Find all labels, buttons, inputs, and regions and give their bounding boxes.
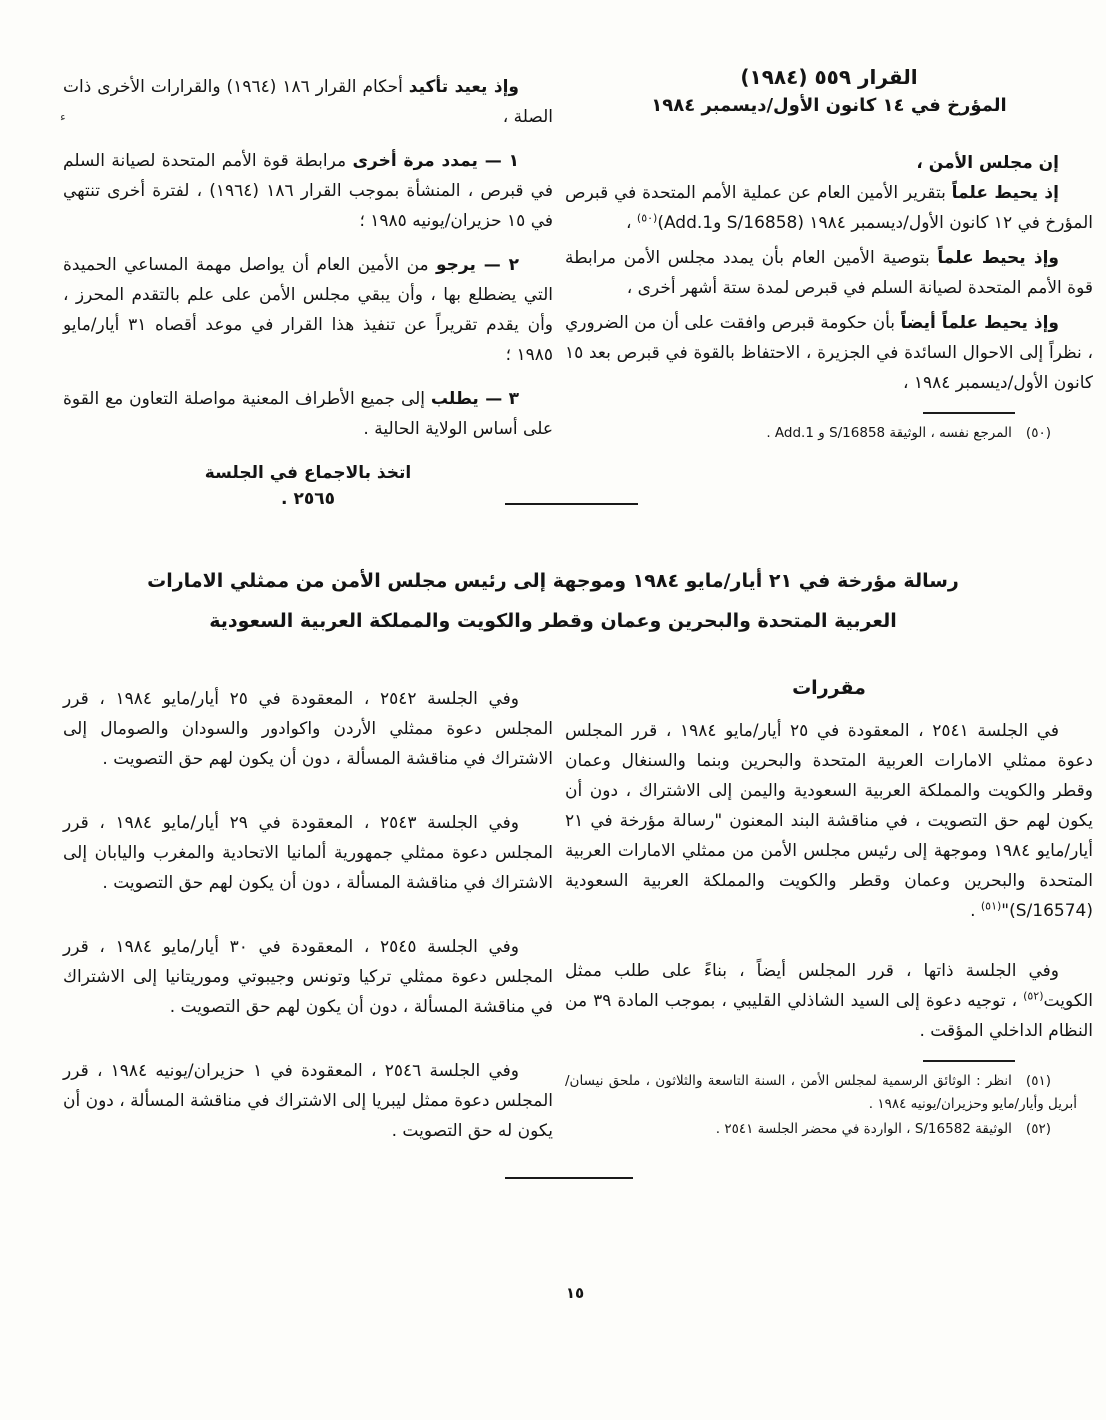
operative-paragraph-3 (63, 384, 553, 444)
decision-paragraph-2543: وفي الجلسة ٢٥٤٣ ، المعقودة في ٢٩ أيار/مايو ١٩٨٤ ، قرر المجلس دعوة ممثلي جمهورية ألمانيا الاتحادية والمغرب واليابان إلى الاشتراك في مناقشة المسألة ، دون أن يكون لهم حق التصويت . (63, 813, 553, 893)
operative-paragraph-1 (63, 146, 553, 236)
paragraph-text: أحكام القرار ١٨٦ (١٩٦٤) والقرارات الأخرى ذات الصلة ، (63, 77, 553, 127)
footnote-ref-51: (٥١) (980, 899, 1002, 913)
footnote-marker: (٥٢) (1025, 1121, 1051, 1137)
footnote-52 (565, 1118, 1093, 1141)
paragraph-text: بتوصية الأمين العام بأن يمدد مجلس الأمن مرابطة قوة الأمم المتحدة لصيانة السلم في قبرص لمدة ستة أشهر أخرى ، (565, 248, 1093, 298)
paragraph-lead: وإذ يحيط علماً (937, 248, 1059, 268)
footnote-ref-52: (٥٢) (1023, 989, 1044, 1003)
footnote-50 (565, 422, 1093, 445)
decision-paragraph-invitation (565, 956, 1093, 1046)
decisions-heading: مقررات (792, 677, 866, 699)
paragraph-text: بتقرير الأمين العام عن عملية الأمم المتحدة في قبرص المؤرخ في ١٢ كانون الأول/ديسمبر ١٩٨٤ (S/16858 وAdd.1) (565, 183, 1093, 233)
footnote-text: المرجع نفسه ، الوثيقة S/16858 و Add.1 . (766, 425, 1012, 441)
footnote-text: انظر : الوثائق الرسمية لمجلس الأمن ، السنة التاسعة والثلاثون ، ملحق نيسان/أبريل وأيار/مايو وحزيران/يونيه ١٩٨٤ . (565, 1073, 1077, 1112)
footnote-separator (923, 412, 1015, 414)
resolution-right-column (565, 64, 1093, 447)
paragraph-text: مرابطة قوة الأمم المتحدة لصيانة السلم في قبرص ، المنشأة بموجب القرار ١٨٦ (١٩٦٤) ، لفترة أخرى تنتهي في ١٥ حزيران/يونيه ١٩٨٥ ؛ (63, 151, 553, 231)
letter-section-heading: رسالة مؤرخة في ٢١ أيار/مايو ١٩٨٤ وموجهة إلى رئيس مجلس الأمن من ممثلي الامارات العربية المتحدة والبحرين وعمان وقطر والكويت والمملكة العربية السعودية (147, 570, 959, 632)
footnote-text: الوثيقة S/16582 ، الواردة في محضر الجلسة ٢٥٤١ . (715, 1121, 1012, 1137)
footnote-51 (565, 1070, 1093, 1116)
paragraph-text: بأن حكومة قبرص وافقت على أن من الضروري ، نظراً إلى الاحوال السائدة في الجزيرة ، الاحتفاظ بالقوة في قبرص بعد ١٥ كانون الأول/ديسمبر ١٩٨٤ ، (565, 313, 1093, 393)
paragraph-tail: ، (626, 213, 637, 233)
paragraph-lead: إذ يحيط علماً (951, 183, 1059, 203)
preamble-paragraph-3 (565, 308, 1093, 398)
paragraph-tail: . (970, 901, 981, 921)
paragraph-lead: ٣ — يطلب (430, 389, 519, 409)
resolution-title: القرار ٥٥٩ (١٩٨٤) (740, 65, 918, 89)
preamble-opening: إن مجلس الأمن ، (916, 153, 1059, 173)
preamble-paragraph-1 (565, 178, 1093, 238)
resolution-date-subtitle: المؤرخ في ١٤ كانون الأول/ديسمبر ١٩٨٤ (651, 95, 1007, 116)
decision-paragraph-2542: وفي الجلسة ٢٥٤٢ ، المعقودة في ٢٥ أيار/مايو ١٩٨٤ ، قرر المجلس دعوة ممثلي الأردن واكوادور والسودان والصومال إلى الاشتراك في مناقشة المسألة ، دون أن يكون لهم حق التصويت . (63, 689, 553, 769)
margin-ink-artifact: ء (60, 110, 66, 124)
decisions-right-column (565, 676, 1093, 1143)
decision-paragraph-2546: وفي الجلسة ٢٥٤٦ ، المعقودة في ١ حزيران/يونيه ١٩٨٤ ، قرر المجلس دعوة ممثل ليبريا إلى الاشتراك في مناقشة المسألة ، دون أن يكون له حق التصويت . (63, 1061, 553, 1141)
footnote-marker: (٥٠) (1025, 425, 1051, 441)
decision-paragraph-2541 (565, 716, 1093, 926)
paragraph-lead: ٢ — يرجو (436, 255, 519, 275)
resolution-left-column (63, 72, 553, 512)
preamble-paragraph-4 (63, 72, 553, 132)
footnote-ref-50: (٥٠) (636, 211, 658, 225)
paragraph-lead: ١ — يمدد مرة أخرى (352, 151, 519, 171)
operative-paragraph-2 (63, 250, 553, 370)
paragraph-tail: ، توجيه دعوة إلى السيد الشاذلي القليبي ، بموجب المادة ٣٩ من النظام الداخلي المؤقت . (565, 991, 1093, 1041)
preamble-paragraph-2 (565, 243, 1093, 303)
adoption-note (63, 460, 553, 512)
section-divider (505, 503, 638, 505)
decisions-left-column (63, 684, 553, 1151)
adoption-note-line2: ٢٥٦٥ . (281, 489, 335, 509)
footnote-marker: (٥١) (1025, 1073, 1051, 1089)
page-number: ١٥ (565, 1284, 585, 1302)
footnote-separator (923, 1060, 1015, 1062)
paragraph-text: وفي الجلسة ذاتها ، قرر المجلس أيضاً ، بناءً على طلب ممثل الكويت (565, 961, 1094, 1011)
adoption-note-line1: اتخذ بالاجماع في الجلسة (204, 463, 412, 483)
paragraph-text: في الجلسة ٢٥٤١ ، المعقودة في ٢٥ أيار/مايو ١٩٨٤ ، قرر المجلس دعوة ممثلي الامارات العربية المتحدة والبحرين وبنما والسنغال وعمان وقطر والكويت والمملكة العربية السعودية واليمن إلى الاشتراك ، دون أن يكون لهم حق التصويت ، في مناقشة البند المعنون "رسالة مؤرخة في ٢١ أيار/مايو ١٩٨٤ وموجهة إلى رئيس مجلس الأمن من ممثلي الامارات العربية المتحدة والبحرين وعمان وقطر والكويت والمملكة العربية السعودية (S/16574)" (565, 721, 1093, 921)
paragraph-lead: وإذ يعيد تأكيد (408, 77, 519, 97)
end-of-section-divider (505, 1177, 633, 1179)
paragraph-text: إلى جميع الأطراف المعنية مواصلة التعاون مع القوة على أساس الولاية الحالية . (63, 389, 553, 439)
paragraph-lead: وإذ يحيط علماً أيضاً (900, 313, 1059, 333)
paragraph-text: من الأمين العام أن يواصل مهمة المساعي الحميدة التي يضطلع بها ، وأن يبقي مجلس الأمن على علم بالتقدم المحرز ، وأن يقدم تقريراً عن تنفيذ هذا القرار في موعد أقصاه ٣١ أيار/مايو ١٩٨٥ ؛ (63, 255, 554, 365)
decision-paragraph-2545: وفي الجلسة ٢٥٤٥ ، المعقودة في ٣٠ أيار/مايو ١٩٨٤ ، قرر المجلس دعوة ممثلي تركيا وتونس وجيبوتي وموريتانيا إلى الاشتراك في مناقشة المسألة ، دون أن يكون لهم حق التصويت . (63, 937, 553, 1017)
